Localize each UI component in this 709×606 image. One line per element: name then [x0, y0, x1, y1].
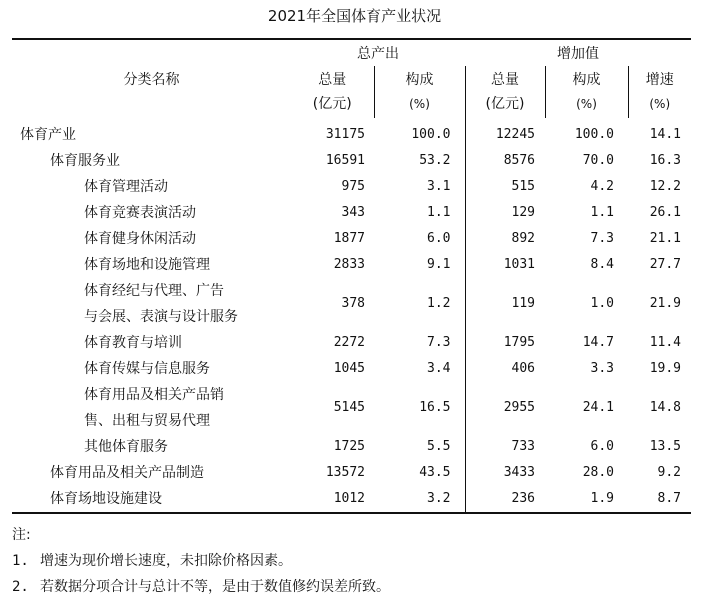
- added-total-cell: 515: [511, 179, 535, 194]
- output-total-cell: 31175: [325, 127, 365, 142]
- table-row: [12, 278, 691, 330]
- note-item: [12, 574, 390, 600]
- added-share-cell: 24.1: [582, 400, 614, 415]
- output-share-cell: 16.5: [374, 382, 465, 434]
- table-row: [12, 226, 691, 252]
- added-share-cell: 14.7: [582, 335, 614, 350]
- output-total-cell: 2272: [333, 335, 365, 350]
- row-category-name: [12, 382, 291, 434]
- column-header-label: 增速: [645, 72, 674, 88]
- output-share-cell: 3.4: [374, 356, 465, 382]
- group-header-total-output: 总产出: [291, 39, 465, 66]
- row-category-name: [12, 148, 291, 174]
- column-header-category: 分类名称: [12, 39, 291, 118]
- added-share-cell: 4.2: [590, 179, 614, 194]
- growth-rate-cell: 21.9: [649, 296, 681, 311]
- growth-rate-cell: 14.8: [649, 400, 681, 415]
- row-category-name: [12, 226, 291, 252]
- table-row: [12, 330, 691, 356]
- added-total-cell: 2955: [503, 400, 535, 415]
- category-name-line: 体育管理活动: [84, 179, 168, 195]
- column-header-label: 构成: [572, 72, 601, 88]
- note-item: [12, 548, 390, 574]
- added-share-cell: 6.0: [590, 439, 614, 454]
- growth-rate-cell: 9.2: [657, 465, 681, 480]
- output-total-cell: 1045: [333, 361, 365, 376]
- growth-rate-cell: 11.4: [649, 335, 681, 350]
- note-text: 增速为现价增长速度，未扣除价格因素。: [40, 553, 292, 569]
- column-header-label: 总量: [491, 72, 519, 88]
- growth-rate-cell: 14.1: [649, 127, 681, 142]
- notes-heading: 注:: [12, 527, 31, 543]
- growth-rate-cell: 13.5: [649, 439, 681, 454]
- category-name-line: 体育教育与培训: [84, 335, 182, 351]
- row-category-name: [12, 460, 291, 486]
- output-total-cell: 378: [341, 296, 365, 311]
- category-name-line: 体育场地和设施管理: [84, 257, 210, 273]
- added-share-cell: 3.3: [590, 361, 614, 376]
- output-total-cell: 2833: [333, 257, 365, 272]
- added-share-cell: 100.0: [574, 127, 614, 142]
- column-header-4: [545, 66, 628, 118]
- output-share-cell: 3.1: [374, 174, 465, 200]
- category-name-line: 体育经纪与代理、广告: [84, 283, 224, 299]
- category-name-line: 体育场地设施建设: [50, 491, 162, 507]
- added-share-cell: 1.0: [590, 296, 614, 311]
- output-total-cell: 16591: [325, 153, 365, 168]
- added-share-cell: 1.1: [590, 205, 614, 220]
- column-header-3: [465, 66, 545, 118]
- sports-industry-table: [12, 38, 691, 514]
- table-row: [12, 382, 691, 434]
- column-header-unit: (%): [649, 97, 671, 111]
- added-total-cell: 236: [465, 486, 545, 513]
- output-share-cell: 5.5: [374, 434, 465, 460]
- added-share-cell: 28.0: [582, 465, 614, 480]
- row-category-name: [12, 434, 291, 460]
- column-header-label: 构成: [405, 72, 434, 88]
- added-share-cell: 7.3: [590, 231, 614, 246]
- added-total-cell: 1795: [503, 335, 535, 350]
- row-category-name: [12, 200, 291, 226]
- table-row: [12, 434, 691, 460]
- category-name-line: 体育产业: [20, 127, 76, 143]
- output-total-cell: 343: [341, 205, 365, 220]
- output-total-cell: 1012: [291, 486, 374, 513]
- added-total-cell: 3433: [503, 465, 535, 480]
- table-row: [12, 174, 691, 200]
- growth-rate-cell: 19.9: [649, 361, 681, 376]
- output-share-cell: 1.2: [374, 278, 465, 330]
- table-row: [12, 460, 691, 486]
- growth-rate-cell: 27.7: [649, 257, 681, 272]
- column-header-2: [374, 66, 465, 118]
- added-share-cell: 8.4: [590, 257, 614, 272]
- column-header-unit: (亿元): [485, 96, 525, 112]
- table-row: [12, 486, 691, 513]
- table-row: [12, 118, 691, 148]
- added-total-cell: 119: [511, 296, 535, 311]
- row-category-name: [12, 356, 291, 382]
- column-header-1: [291, 66, 374, 118]
- row-category-name: [12, 330, 291, 356]
- row-category-name: [12, 252, 291, 278]
- added-share-cell: 1.9: [545, 486, 628, 513]
- output-share-cell: 6.0: [374, 226, 465, 252]
- category-name-line: 售、出租与贸易代理: [84, 413, 210, 429]
- growth-rate-cell: 12.2: [649, 179, 681, 194]
- output-share-cell: 43.5: [374, 460, 465, 486]
- added-total-cell: 892: [511, 231, 535, 246]
- note-number: 1.: [12, 553, 29, 569]
- table-title: 2021年全国体育产业状况: [267, 7, 442, 25]
- category-name-line: 体育用品及相关产品制造: [50, 465, 204, 481]
- row-category-name: [12, 278, 291, 330]
- note-text: 若数据分项合计与总计不等，是由于数值修约误差所致。: [40, 579, 390, 595]
- column-header-unit: (亿元): [312, 96, 352, 112]
- category-name-line: 与会展、表演与设计服务: [84, 309, 238, 325]
- note-number: 2.: [12, 579, 29, 595]
- output-share-cell: 7.3: [374, 330, 465, 356]
- output-total-cell: 13572: [325, 465, 365, 480]
- output-total-cell: 1877: [333, 231, 365, 246]
- category-name-line: 体育传媒与信息服务: [84, 361, 210, 377]
- row-category-name: [12, 118, 291, 148]
- category-name-line: 体育用品及相关产品销: [84, 387, 224, 403]
- added-total-cell: 1031: [503, 257, 535, 272]
- added-total-cell: 129: [511, 205, 535, 220]
- added-total-cell: 12245: [495, 127, 535, 142]
- added-total-cell: 8576: [503, 153, 535, 168]
- column-header-label: 总量: [318, 72, 347, 88]
- output-share-cell: 100.0: [374, 118, 465, 148]
- added-total-cell: 406: [511, 361, 535, 376]
- output-share-cell: 3.2: [374, 486, 465, 513]
- growth-rate-cell: 8.7: [628, 486, 691, 513]
- row-category-name: [12, 486, 291, 513]
- column-header-unit: (%): [576, 97, 597, 111]
- growth-rate-cell: 16.3: [649, 153, 681, 168]
- table-row: [12, 148, 691, 174]
- added-share-cell: 70.0: [582, 153, 614, 168]
- category-name-line: 体育竞赛表演活动: [84, 205, 196, 221]
- column-header-5: [628, 66, 691, 118]
- output-share-cell: 1.1: [374, 200, 465, 226]
- table-row: [12, 200, 691, 226]
- output-share-cell: 9.1: [374, 252, 465, 278]
- column-header-unit: (%): [409, 97, 430, 111]
- growth-rate-cell: 26.1: [649, 205, 681, 220]
- growth-rate-cell: 21.1: [649, 231, 681, 246]
- added-total-cell: 733: [511, 439, 535, 454]
- output-total-cell: 5145: [333, 400, 365, 415]
- category-name-line: 体育健身休闲活动: [84, 231, 196, 247]
- row-category-name: [12, 174, 291, 200]
- output-share-cell: 53.2: [374, 148, 465, 174]
- output-total-cell: 975: [341, 179, 365, 194]
- notes: [12, 522, 390, 600]
- output-total-cell: 1725: [333, 439, 365, 454]
- table-row: [12, 356, 691, 382]
- group-header-value-added: 增加值: [465, 39, 691, 66]
- category-name-line: 其他体育服务: [84, 439, 168, 455]
- table-row: [12, 252, 691, 278]
- category-name-line: 体育服务业: [50, 153, 120, 169]
